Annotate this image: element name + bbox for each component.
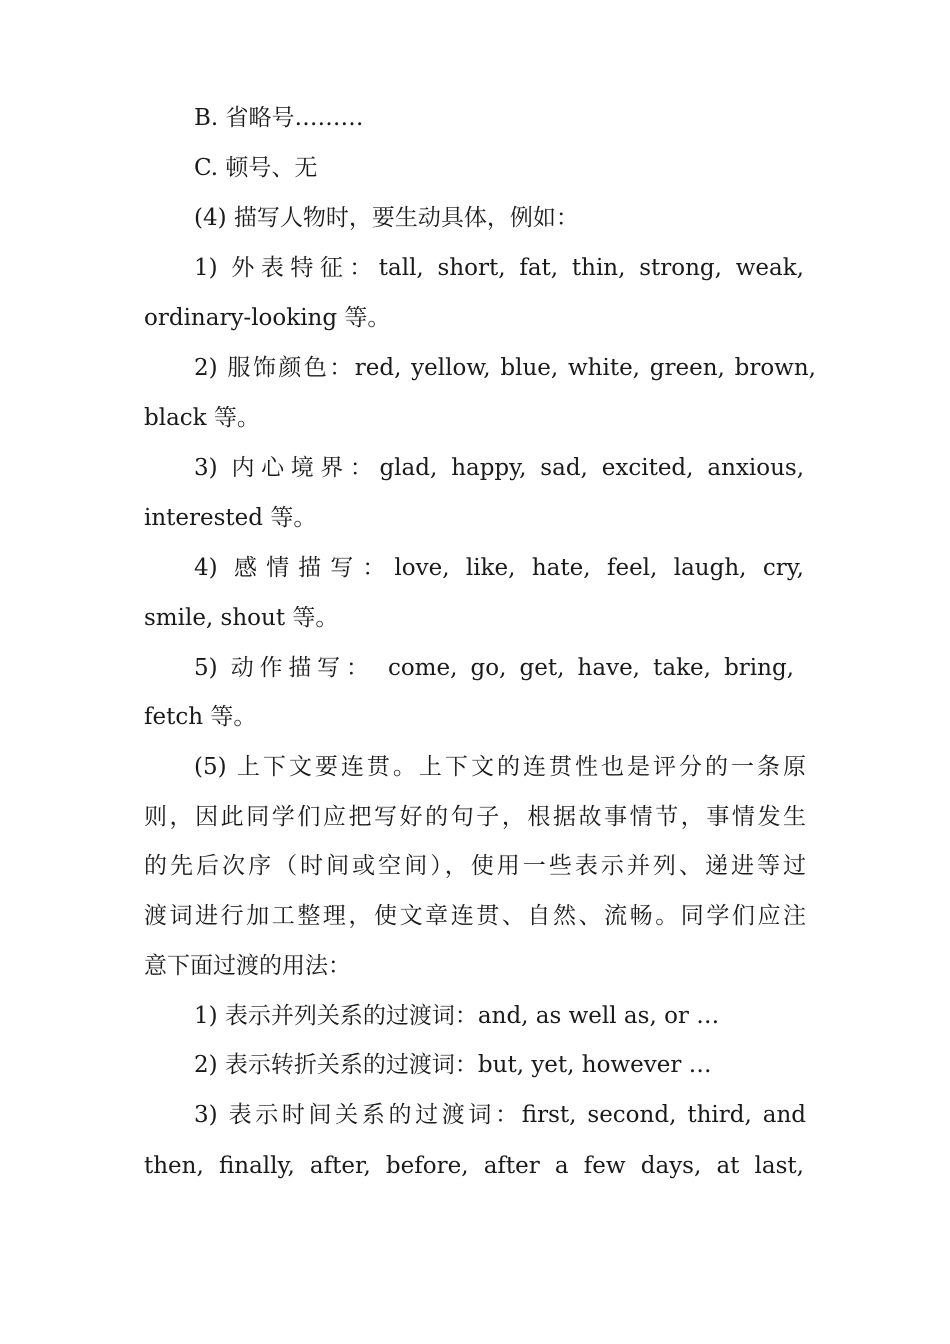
- section-5-para-line-1: (5) 上下文要连贯。上下文的连贯性也是评分的一条原: [194, 754, 806, 780]
- list-item-action: 5) 动作描写： come, go, get, have, take, bring,: [194, 655, 794, 681]
- list-item-action-cont: fetch 等。: [144, 704, 257, 730]
- list-item-inner-state: 3) 内心境界：glad, happy, sad, excited, anxious,: [194, 455, 804, 481]
- transition-contrast: 2) 表示转折关系的过渡词：but, yet, however …: [194, 1052, 712, 1078]
- list-item-clothing-cont: black 等。: [144, 405, 260, 431]
- section-5-para-line-2: 则，因此同学们应把写好的句子，根据故事情节，事情发生: [144, 804, 806, 830]
- section-5-para-line-4: 渡词进行加工整理，使文章连贯、自然、流畅。同学们应注: [144, 903, 806, 929]
- list-item-clothing: 2) 服饰颜色：red, yellow, blue, white, green, brown,: [194, 355, 816, 381]
- transition-time: 3) 表示时间关系的过渡词：first, second, third, and: [194, 1102, 806, 1128]
- section-5-para-line-5: 意下面过渡的用法：: [144, 953, 351, 979]
- list-item-emotion-cont: smile, shout 等。: [144, 605, 339, 631]
- section-5-para-line-3: 的先后次序（时间或空间），使用一些表示并列、递进等过: [144, 853, 806, 879]
- option-b: B. 省略号………: [194, 105, 364, 131]
- option-c: C. 顿号、无: [194, 155, 318, 181]
- list-item-appearance: 1) 外表特征：tall, short, fat, thin, strong, weak,: [194, 255, 804, 281]
- list-item-inner-state-cont: interested 等。: [144, 505, 317, 531]
- list-item-appearance-cont: ordinary-looking 等。: [144, 305, 391, 331]
- list-item-emotion: 4) 感情描写：love, like, hate, feel, laugh, cry,: [194, 555, 804, 581]
- transition-time-cont: then, finally, after, before, after a few days, at last,: [144, 1153, 804, 1179]
- section-4-heading: (4) 描写人物时，要生动具体，例如：: [194, 205, 579, 231]
- transition-parallel: 1) 表示并列关系的过渡词：and, as well as, or …: [194, 1003, 720, 1029]
